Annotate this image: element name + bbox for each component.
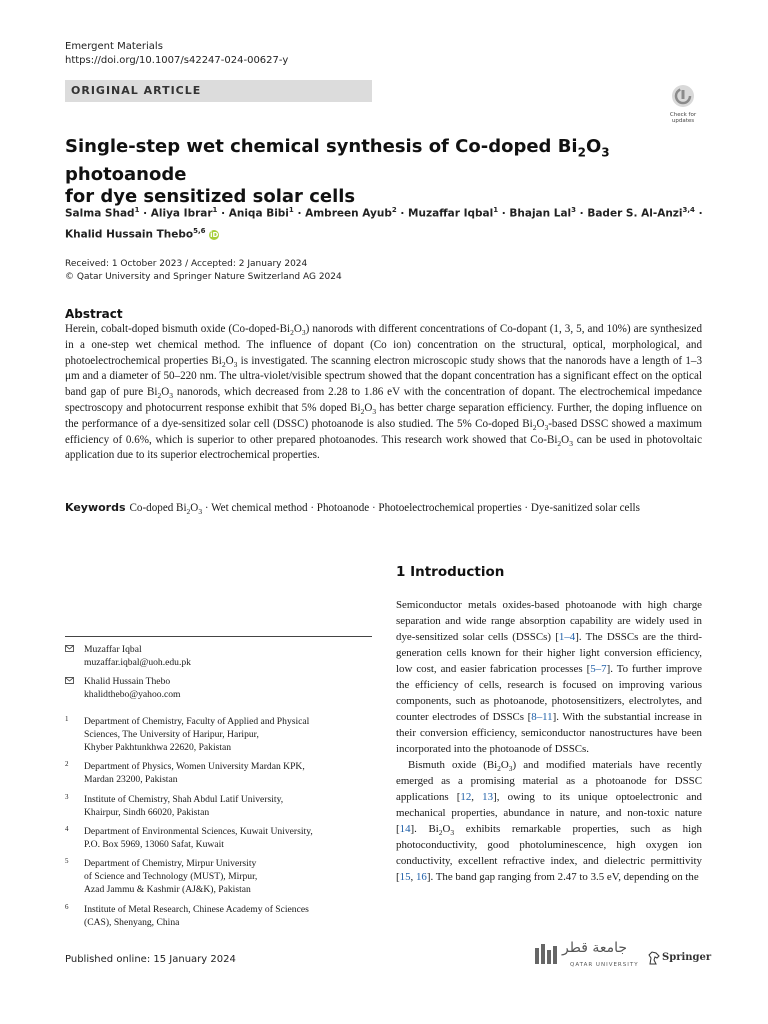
qatar-university-logo-icon	[534, 942, 560, 966]
doi-link[interactable]: https://doi.org/10.1007/s42247-024-00627-y	[65, 55, 289, 66]
orcid-icon[interactable]: iD	[210, 231, 219, 239]
affiliation-5: 5 Department of Chemistry, Mirpur University of Science and Technology (MUST), Mirpur, Azad Jammu & Kashmir (AJ&K), Pakistan	[65, 857, 258, 895]
author-name[interactable]: Bhajan Lal	[509, 207, 572, 220]
citation-link[interactable]: 1–4	[558, 631, 576, 643]
citation-link[interactable]: 5–7	[590, 663, 607, 675]
published-date: Published online: 15 January 2024	[65, 954, 236, 965]
article-type-banner: ORIGINAL ARTICLE	[65, 80, 372, 102]
copyright-notice: © Qatar University and Springer Nature Switzerland AG 2024	[65, 272, 342, 282]
article-title: Single-step wet chemical synthesis of Co-doped $Bi_2O_3$ photoanode for dye sensitized solar cells	[65, 136, 610, 207]
journal-header	[65, 40, 288, 68]
corresponding-author-1	[65, 643, 372, 669]
abstract-text: Herein, cobalt-doped bismuth oxide $(Co-doped-Bi_2O_3)$ nanorods with different concentrations of Co-dopant (1, 3, 5, and 10%) are synthesized in a one-step wet chemical method. The influence of dopant (Co ion) concentration on the structural, optical, morphological, and photoelectrochemical properties $Bi_2O_3$ is investigated. The scanning electron microscopic study shows that the nanorods have a length of 1–3 μm and a diameter of 50–220 nm. The ultra-violet/visible spectrum showed that the dopant concentration has a significant effect on the optical band gap of pure $Bi_2O_3$ nanorods, which decreased from 2.28 to 1.86 eV with the concentration of dopant. The electrochemical impedance spectroscopy and photocurrent response exhibit that 5% doped $Bi_2O_3$ has better charge separation efficiency. Further, the doping influence on the performance of a dye-sensitized solar cell (DSSC) photoanode is also studied. The 5% Co-doped $Bi_2O_3$-based DSSC showed a maximum efficiency of 0.6%, which is superior to other prepared photoanodes. This research work showed that $Co-Bi_2O_3$ can be used in photovoltaic application due to its superior electrochemical properties.	[65, 323, 703, 462]
received-accepted-dates: Received: 1 October 2023 / Accepted: 2 January 2024	[65, 259, 308, 269]
author-name[interactable]: Muzaffar Iqbal	[408, 207, 494, 220]
author-name[interactable]: Aliya Ibrar	[150, 207, 213, 220]
article-dates	[65, 258, 342, 284]
author-name[interactable]: Aniqa Bibi	[228, 207, 289, 220]
footnote-divider	[65, 636, 372, 637]
citation-link[interactable]: 8–11	[531, 711, 553, 723]
envelope-icon	[65, 645, 74, 652]
check-updates-label-1: Check for	[669, 112, 697, 118]
author-name[interactable]: Ambreen Ayub	[305, 207, 392, 220]
contact-name: Muzaffar Iqbal	[84, 644, 142, 655]
qatar-university-arabic-name: جامعة قطر	[562, 940, 628, 956]
introduction-body	[396, 597, 702, 885]
check-updates-label-2: updates	[671, 118, 695, 124]
citation-link[interactable]: 16	[415, 871, 427, 883]
keywords: Keywords Co-doped $Bi_2O_3$ · Wet chemical method · Photoanode · Photoelectrochemical properties · Dye-sanitized solar cells	[65, 501, 640, 517]
intro-paragraph-2: Bismuth oxide $(Bi_2O_3)$ and modified materials have recently emerged as a promising material as a photoanode for DSSC applications [12, 13], owing to its unique optoelectronic and mechanical properties, abundance in nature, and non-toxic nature [14]. $Bi_2O_3$ exhibits remarkable properties, such as high photoconductivity, good photoluminescence, high oxygen ion conductivity, excellent refractive index, and dielectric permittivity [15, 16]. The band gap ranging from 2.47 to 3.5 eV, depending on the	[396, 759, 702, 883]
affiliation-4: 4 Department of Environmental Sciences, Kuwait University, P.O. Box 5969, 13060 Safat, Kuwait	[65, 825, 313, 850]
contact-email[interactable]: muzaffar.iqbal@uoh.edu.pk	[84, 657, 191, 668]
check-updates-icon	[671, 84, 695, 108]
springer-horse-icon	[648, 951, 660, 965]
journal-name: Emergent Materials	[65, 41, 163, 52]
affiliation-3: 3 Institute of Chemistry, Shah Abdul Latif University, Khairpur, Sindh 66020, Pakistan	[65, 793, 284, 818]
citation-link[interactable]: 13	[482, 791, 494, 803]
author-name[interactable]: Khalid Hussain Thebo	[65, 228, 194, 240]
springer-logo-text: Springer	[662, 952, 712, 963]
author-name[interactable]: Bader S. Al-Anzi	[587, 207, 683, 220]
introduction-heading: 1 Introduction	[396, 564, 505, 580]
author-name[interactable]: Salma Shad	[65, 207, 135, 220]
citation-link[interactable]: 14	[399, 823, 411, 835]
corresponding-author-2	[65, 675, 372, 701]
affiliation-6: 6 Institute of Metal Research, Chinese Academy of Sciences (CAS), Shenyang, China	[65, 903, 309, 928]
qatar-university-name: QATAR UNIVERSITY	[570, 962, 639, 968]
keywords-heading: Keywords	[65, 501, 126, 514]
affiliation-1: 1 Department of Chemistry, Faculty of Applied and Physical Sciences, The University of Haripur, Haripur, Khyber Pakhtunkhwa 22620, Pakistan	[65, 715, 310, 753]
check-for-updates-badge[interactable]	[664, 84, 702, 124]
contact-name: Khalid Hussain Thebo	[84, 676, 171, 687]
abstract-heading: Abstract	[65, 307, 123, 321]
affiliation-2: 2 Department of Physics, Women University Mardan KPK, Mardan 23200, Pakistan	[65, 760, 305, 785]
citation-link[interactable]: 12	[460, 791, 472, 803]
contact-email[interactable]: khalidthebo@yahoo.com	[84, 689, 181, 700]
envelope-icon	[65, 677, 74, 684]
citation-link[interactable]: 15	[399, 871, 411, 883]
publisher-logos	[530, 940, 712, 974]
author-list: Salma Shad$^1$ · Aliya Ibrar$^1$ · Aniqa Bibi$^1$ · Ambreen Ayub$^2$ · Muzaffar Iqbal$^1$ · Bhajan Lal$^3$ · Bader S. Al-Anzi$^{3,4}$ · Khalid Hussain Thebo$^{5,6}$ iD	[65, 206, 703, 240]
intro-paragraph-1: Semiconductor metals oxides-based photoanode with high charge separation and wide range absorption capability are widely used in dye-sensitized solar cells (DSSCs) [1–4]. The DSSCs are the third-generation cells known for their higher light conversion efficiency, low cost, and easier fabrication processes [5–7]. To further improve the efficiency of cells, research is focused on improving various components, such as photoanode, photosensitizers, electrolytes, and counter electrodes of DSSCs [8–11]. With the substantial increase in their conversion efficiency, semiconductor nanostructures have been incorporated into the photoanode of DSSCs.	[396, 599, 702, 755]
